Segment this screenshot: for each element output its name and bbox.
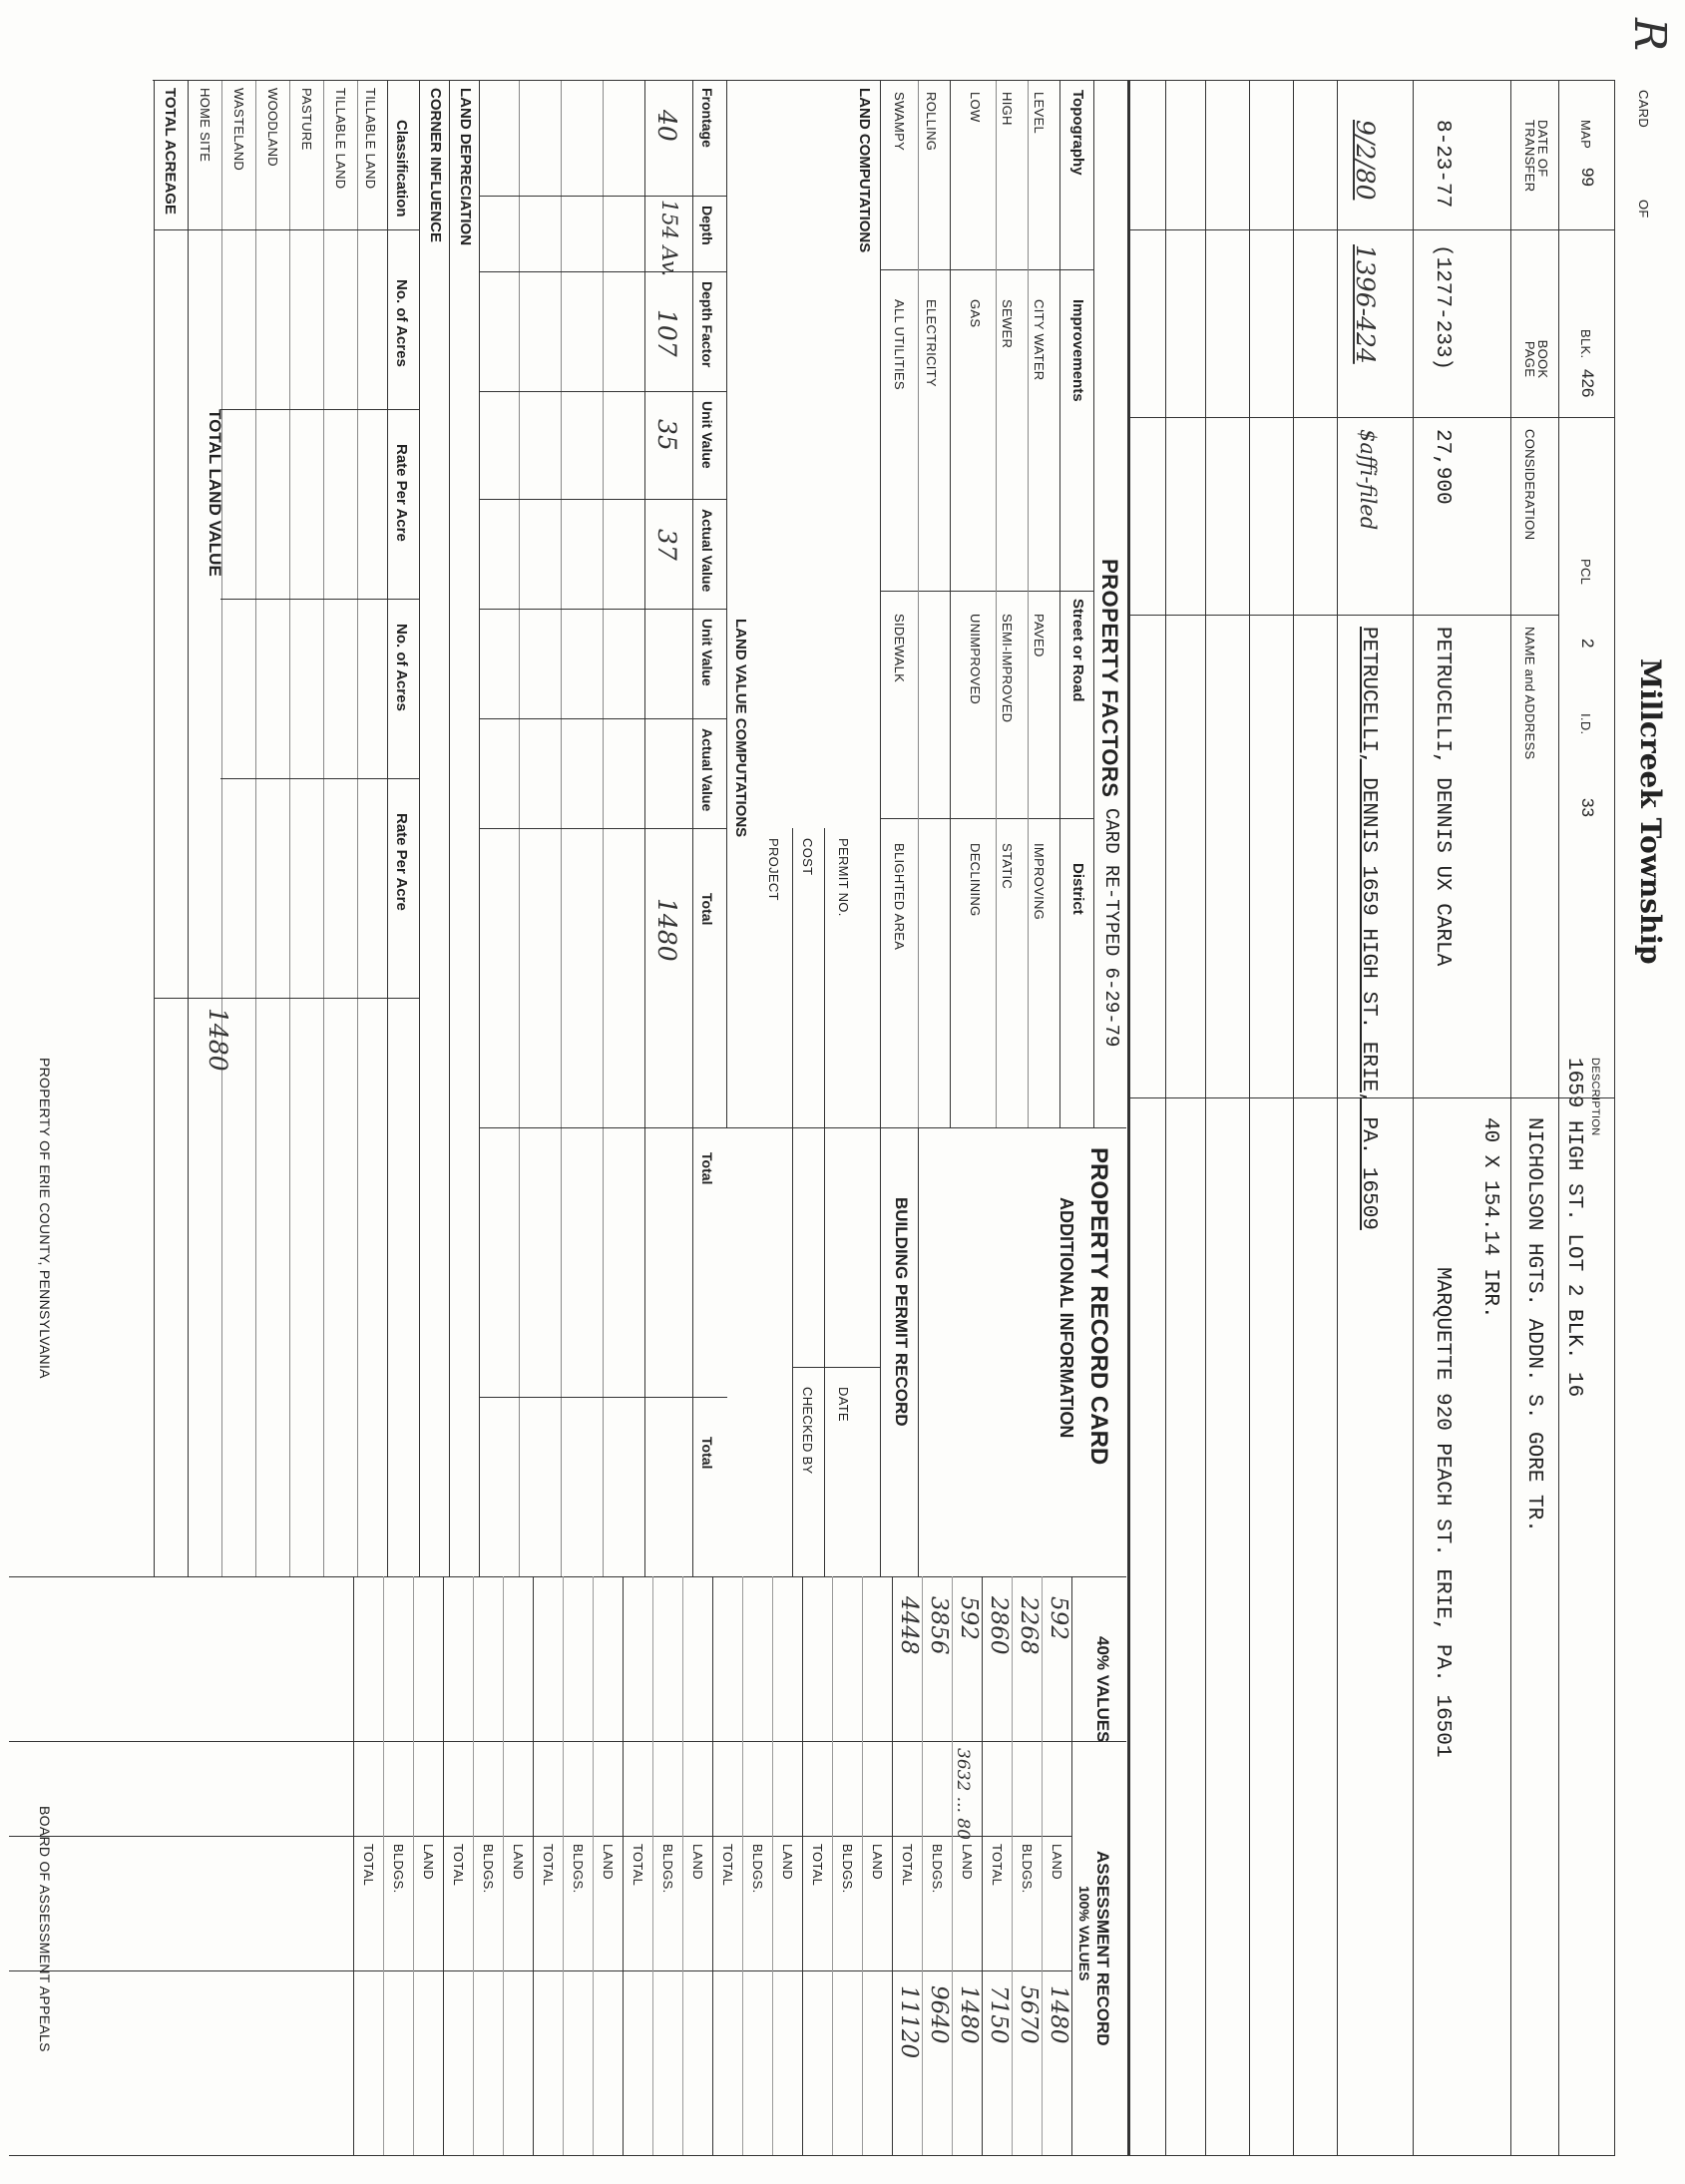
description-value: 1659 HIGH ST. LOT 2 BLK. 16 bbox=[1562, 1058, 1585, 1398]
col-actual-value-2: Actual Value bbox=[699, 728, 715, 812]
hundred-percent-value: 7150 bbox=[986, 1985, 1012, 2044]
imp-all-utilities: ALL UTILITIES bbox=[892, 299, 907, 390]
assessment-row-label: LAND bbox=[690, 1844, 705, 1880]
class-tillable-1: TILLABLE LAND bbox=[363, 88, 378, 190]
street-paved: PAVED bbox=[1032, 614, 1047, 657]
land-value-computations-title: LAND VALUE COMPUTATIONS bbox=[732, 619, 749, 838]
imp-city-water: CITY WATER bbox=[1032, 299, 1047, 381]
blk-label: BLK. bbox=[1578, 329, 1593, 359]
map-value: 99 bbox=[1578, 168, 1597, 187]
consideration-header: CONSIDERATION bbox=[1522, 429, 1537, 541]
assessment-row-label: BLDGS. bbox=[930, 1844, 945, 1894]
col-depth-factor: Depth Factor bbox=[699, 281, 715, 368]
topo-high: HIGH bbox=[1000, 92, 1015, 126]
class-woodland: WOODLAND bbox=[265, 88, 280, 167]
street-semi-improved: SEMI-IMPROVED bbox=[1000, 614, 1015, 723]
id-value: 33 bbox=[1578, 798, 1597, 817]
cost-label: COST bbox=[800, 838, 815, 876]
col-total-3: Total bbox=[699, 1437, 715, 1470]
depth-factor-value: 107 bbox=[652, 309, 681, 357]
card-label: CARD bbox=[1636, 90, 1651, 129]
depth-value: 154 Av. bbox=[657, 200, 681, 277]
unit-value-value: 35 bbox=[652, 419, 681, 451]
imp-sewer: SEWER bbox=[1000, 299, 1015, 349]
topo-level: LEVEL bbox=[1032, 92, 1047, 134]
district-blighted: BLIGHTED AREA bbox=[892, 843, 907, 951]
col-depth: Depth bbox=[699, 206, 715, 245]
property-of-footer: PROPERTY OF ERIE COUNTY, PENNSYLVANIA bbox=[37, 1058, 53, 1379]
assessment-row-label: BLDGS. bbox=[750, 1844, 765, 1894]
transfer-address-1: MARQUETTE 920 PEACH ST. ERIE, PA. 16501 bbox=[1431, 1267, 1454, 1758]
building-permit-title: BUILDING PERMIT RECORD bbox=[892, 1197, 911, 1427]
date-label: DATE bbox=[836, 1387, 851, 1422]
land-depreciation: LAND DEPRECIATION bbox=[457, 88, 474, 246]
additional-information: ADDITIONAL INFORMATION bbox=[1056, 1197, 1076, 1439]
class-pasture: PASTURE bbox=[299, 88, 314, 151]
forty-percent-value: 592 bbox=[956, 1596, 982, 1640]
land-computations-title: LAND COMPUTATIONS bbox=[856, 88, 873, 253]
frontage-value: 40 bbox=[652, 110, 681, 142]
imp-gas: GAS bbox=[968, 299, 983, 328]
assessment-row-label: LAND bbox=[1050, 1844, 1064, 1880]
permit-no-label: PERMIT NO. bbox=[836, 838, 851, 917]
assessment-row-label: LAND bbox=[421, 1844, 436, 1880]
assessment-row-label: LAND bbox=[511, 1844, 526, 1880]
street-header: Street or Road bbox=[1069, 599, 1086, 702]
date-transfer-header: DATE OF TRANSFER bbox=[1522, 120, 1550, 193]
hundred-percent-value: 5670 bbox=[1016, 1985, 1042, 2044]
hundred-percent-value: 11120 bbox=[896, 1985, 922, 2059]
district-declining: DECLINING bbox=[968, 843, 983, 917]
imp-electricity: ELECTRICITY bbox=[924, 299, 939, 387]
assessment-row-label: TOTAL bbox=[900, 1844, 915, 1887]
transfer-name-1: PETRUCELLI, DENNIS UX CARLA bbox=[1431, 627, 1454, 967]
street-sidewalk: SIDEWALK bbox=[892, 614, 907, 683]
description-line-2: 40 X 154.14 IRR. bbox=[1478, 1117, 1501, 1319]
improvements-header: Improvements bbox=[1069, 299, 1086, 402]
assessment-row-label: BLDGS. bbox=[391, 1844, 406, 1894]
topo-low: LOW bbox=[968, 92, 983, 123]
col-total-2: Total bbox=[699, 1152, 715, 1185]
assessment-row-label: LAND bbox=[870, 1844, 885, 1880]
forty-percent-value: 2860 bbox=[986, 1596, 1012, 1655]
acres-header-1: No. of Acres bbox=[393, 279, 410, 367]
retyped-note: CARD RE-TYPED 6-29-79 bbox=[1100, 808, 1122, 1048]
forty-percent-value: 3856 bbox=[926, 1596, 952, 1655]
topo-swampy: SWAMPY bbox=[892, 92, 907, 152]
classification-header: Classification bbox=[393, 120, 410, 218]
total-land-value-label: TOTAL LAND VALUE bbox=[206, 409, 224, 577]
assessment-row-label: BLDGS. bbox=[1020, 1844, 1035, 1894]
total-acreage: TOTAL ACREAGE bbox=[162, 88, 179, 215]
transfer-consideration-1: 27,900 bbox=[1431, 429, 1454, 505]
of-label: OF bbox=[1636, 200, 1651, 218]
transfer-date-1: 8-23-77 bbox=[1431, 120, 1454, 209]
col-total-1: Total bbox=[699, 893, 715, 926]
forty-percent-value: 592 bbox=[1046, 1596, 1071, 1640]
transfer-book-2: 1396-424 bbox=[1351, 244, 1380, 364]
topography-header: Topography bbox=[1069, 90, 1086, 176]
rate-header-2: Rate Per Acre bbox=[393, 813, 410, 911]
checked-by-label: CHECKED BY bbox=[800, 1387, 815, 1475]
blk-value: 426 bbox=[1578, 369, 1597, 398]
property-factors-title: PROPERTY FACTORS bbox=[1097, 559, 1122, 798]
assessment-row-label: TOTAL bbox=[541, 1844, 556, 1887]
col-unit-value-1: Unit Value bbox=[699, 401, 715, 469]
actual-value-value: 37 bbox=[652, 529, 681, 561]
transfer-book-1: (1277-233) bbox=[1431, 244, 1454, 371]
class-tillable-2: TILLABLE LAND bbox=[333, 88, 348, 190]
corner-influence: CORNER INFLUENCE bbox=[427, 88, 444, 243]
class-wasteland: WASTELAND bbox=[231, 88, 246, 172]
col-frontage: Frontage bbox=[699, 88, 715, 148]
assessment-row-label: BLDGS. bbox=[571, 1844, 586, 1894]
hundred-percent-value: 9640 bbox=[926, 1985, 952, 2044]
assessment-row-label: TOTAL bbox=[631, 1844, 645, 1887]
assessment-row-label: TOTAL bbox=[451, 1844, 466, 1887]
total-value: 1480 bbox=[652, 898, 681, 962]
assessment-row-label: BLDGS. bbox=[481, 1844, 496, 1894]
hundred-percent-value: 1480 bbox=[1046, 1985, 1071, 2044]
project-label: PROJECT bbox=[766, 838, 781, 901]
assessment-margin-note: 3632 ... 80 bbox=[953, 1748, 973, 1840]
transfer-date-2: 9/2/80 bbox=[1351, 120, 1380, 201]
board-footer: BOARD OF ASSESSMENT APPEALS bbox=[37, 1806, 53, 2052]
map-label: MAP bbox=[1578, 120, 1593, 150]
initial-mark: R bbox=[1624, 18, 1675, 52]
district-header: District bbox=[1069, 863, 1086, 915]
pcl-value: 2 bbox=[1578, 639, 1597, 649]
acres-header-2: No. of Acres bbox=[393, 624, 410, 711]
forty-percent-value: 2268 bbox=[1016, 1596, 1042, 1655]
assessment-row-label: BLDGS. bbox=[660, 1844, 675, 1894]
assessment-title: ASSESSMENT RECORD bbox=[1093, 1851, 1112, 2046]
class-home-site: HOME SITE bbox=[198, 88, 212, 163]
assessment-row-label: LAND bbox=[601, 1844, 616, 1880]
pcl-label: PCL bbox=[1578, 559, 1593, 586]
book-page-header: BOOK PAGE bbox=[1522, 339, 1550, 379]
assessment-row-label: LAND bbox=[960, 1844, 975, 1880]
assessment-row-label: LAND bbox=[780, 1844, 795, 1880]
transfer-consideration-2: $affi-filed bbox=[1356, 429, 1380, 531]
township-title: Millcreek Township bbox=[1634, 658, 1667, 965]
rate-header-1: Rate Per Acre bbox=[393, 444, 410, 542]
district-static: STATIC bbox=[1000, 843, 1015, 890]
col-unit-value-2: Unit Value bbox=[699, 619, 715, 686]
forty-percent-value: 4448 bbox=[896, 1596, 922, 1655]
transfer-name-2: PETRUCELLI, DENNIS 1659 HIGH ST. ERIE, PA. 16509 bbox=[1357, 627, 1380, 1230]
property-record-card-title: PROPERTY RECORD CARD bbox=[1085, 1147, 1112, 1466]
total-land-value: 1480 bbox=[204, 1008, 232, 1072]
forty-percent-label: 40% VALUES bbox=[1093, 1636, 1112, 1743]
assessment-row-label: TOTAL bbox=[720, 1844, 735, 1887]
description-line-1: NICHOLSON HGTS. ADDN. S. GORE TR. bbox=[1522, 1117, 1545, 1532]
street-unimproved: UNIMPROVED bbox=[968, 614, 983, 705]
assessment-row-label: TOTAL bbox=[361, 1844, 376, 1887]
district-improving: IMPROVING bbox=[1032, 843, 1047, 921]
description-label: DESCRIPTION bbox=[1589, 1058, 1601, 1136]
col-actual-value-1: Actual Value bbox=[699, 509, 715, 593]
id-label: I.D. bbox=[1578, 713, 1593, 735]
assessment-subtitle: 100% VALUES bbox=[1076, 1886, 1092, 1981]
assessment-row-label: BLDGS. bbox=[840, 1844, 855, 1894]
assessment-row-label: TOTAL bbox=[810, 1844, 825, 1887]
hundred-percent-value: 1480 bbox=[956, 1985, 982, 2044]
topo-rolling: ROLLING bbox=[924, 92, 939, 152]
assessment-row-label: TOTAL bbox=[990, 1844, 1005, 1887]
name-address-header: NAME and ADDRESS bbox=[1522, 627, 1537, 760]
